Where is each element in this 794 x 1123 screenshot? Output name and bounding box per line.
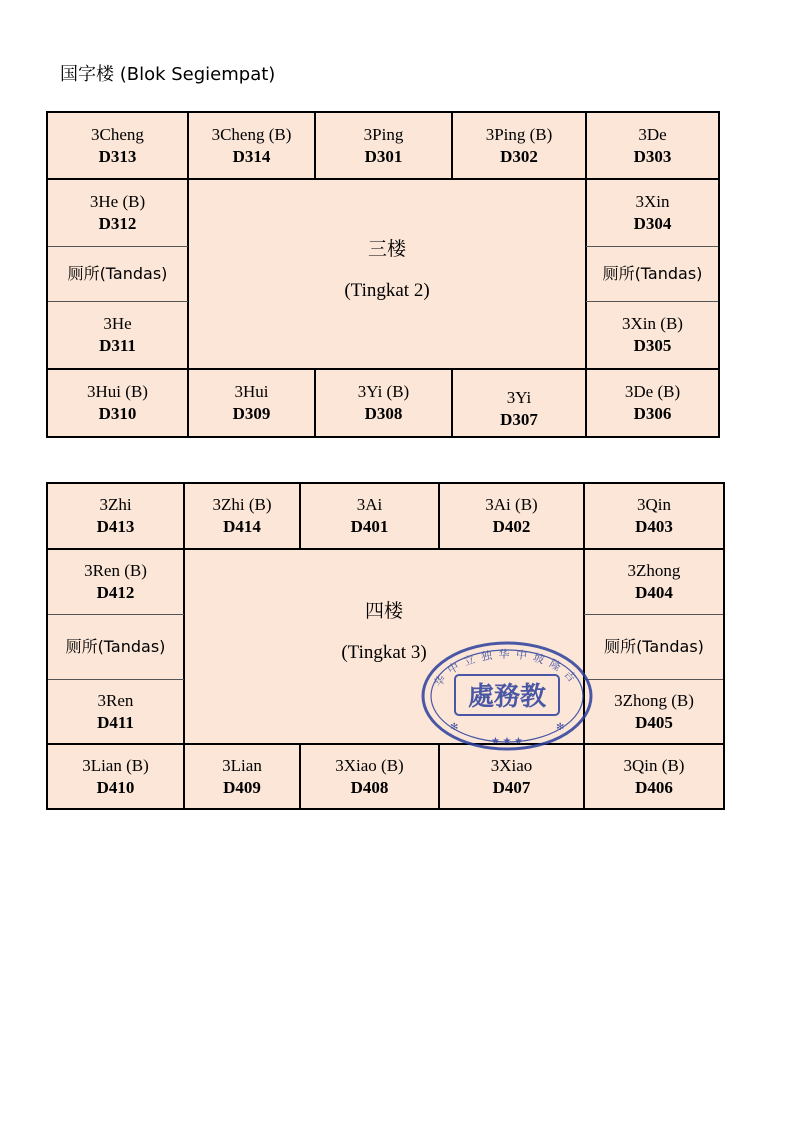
- class-name-label: 3Xin (B): [622, 314, 683, 333]
- class-name-label: 3Zhi (B): [212, 495, 272, 514]
- class-name-label: 3Qin (B): [623, 755, 685, 775]
- class-name-label: 3Hui: [234, 382, 269, 401]
- grid-line: [299, 744, 301, 809]
- class-name-label: 3He (B): [89, 191, 146, 211]
- room-number-label: D404: [635, 582, 673, 602]
- room-cell: [315, 112, 452, 179]
- class-name-label: 3De: [638, 124, 667, 144]
- room-number-label: D401: [350, 517, 389, 536]
- grid-line: [47, 548, 724, 550]
- room-cell: [452, 112, 586, 179]
- room-cell: [584, 744, 724, 809]
- room-cell: [586, 112, 719, 179]
- grid-line: [584, 679, 724, 680]
- grid-line: [183, 483, 185, 549]
- toilet-label: 厕所(Tandas): [65, 636, 166, 656]
- grid-line: [585, 112, 587, 179]
- grid-line: [451, 369, 453, 437]
- floor-name-chinese: 三楼: [367, 238, 406, 260]
- room-number-label: D308: [364, 404, 403, 423]
- toilet-cell: [47, 614, 184, 679]
- grid-line: [47, 614, 184, 615]
- room-number-label: D314: [232, 146, 271, 166]
- room-number-label: D312: [98, 213, 137, 233]
- grid-line: [583, 483, 585, 549]
- grid-line: [47, 743, 724, 745]
- room-number-label: D408: [350, 777, 389, 797]
- class-name-label: 3Cheng: [91, 124, 144, 144]
- class-name-label: 3He: [103, 314, 132, 333]
- room-number-label: D306: [633, 404, 672, 423]
- grid-line: [451, 112, 453, 179]
- room-number-label: D307: [500, 410, 538, 429]
- room-number-label: D414: [223, 517, 261, 536]
- stamp-stars-decoration: ★ ★ ★: [491, 736, 523, 747]
- class-name-label: 3Qin: [637, 495, 671, 514]
- room-number-label: D313: [98, 146, 137, 166]
- room-cell: [47, 679, 184, 744]
- room-cell: [184, 744, 300, 809]
- room-number-label: D410: [96, 777, 135, 797]
- room-number-label: D411: [97, 712, 134, 732]
- room-cell: [439, 744, 584, 809]
- grid-line: [314, 369, 316, 437]
- room-cell: [300, 744, 439, 809]
- grid-line: [583, 549, 585, 744]
- class-name-label: 3Yi (B): [357, 382, 410, 401]
- stamp-center-text: 處務教: [467, 682, 547, 711]
- floor-name-malay: (Tingkat 3): [341, 641, 427, 663]
- grid-line: [314, 112, 316, 179]
- room-cell: [188, 369, 315, 437]
- room-number-label: D305: [633, 336, 672, 355]
- grid-line: [585, 179, 587, 369]
- stamp-star-left-icon: ✻: [450, 722, 459, 733]
- grid-line: [187, 179, 189, 369]
- toilet-cell: [586, 246, 719, 301]
- toilet-label: 厕所(Tandas): [602, 263, 703, 283]
- toilet-label: 厕所(Tandas): [604, 636, 704, 656]
- room-number-label: D301: [364, 146, 403, 166]
- class-name-label: 3Zhong (B): [614, 690, 694, 710]
- room-number-label: D303: [633, 146, 672, 166]
- room-cell: [47, 483, 184, 549]
- center-area: [184, 549, 584, 744]
- class-name-label: 3Hui (B): [87, 382, 148, 401]
- grid-line: [47, 368, 719, 370]
- class-name-label: 3Ren: [97, 690, 134, 710]
- room-number-label: D403: [635, 517, 673, 536]
- room-cell: [584, 549, 724, 614]
- room-cell: [439, 483, 584, 549]
- room-cell: [586, 179, 719, 246]
- grid-line: [586, 301, 719, 302]
- class-name-label: 3Zhi: [99, 495, 132, 514]
- room-number-label: D407: [492, 777, 531, 797]
- class-name-label: 3Ping: [363, 124, 404, 144]
- grid-line: [585, 369, 587, 437]
- room-number-label: D311: [99, 336, 136, 355]
- grid-line: [47, 301, 188, 302]
- grid-line: [47, 679, 184, 680]
- class-name-label: 3Xin: [635, 191, 670, 211]
- toilet-cell: [47, 246, 188, 301]
- class-name-label: 3De (B): [624, 382, 681, 401]
- center-area: [188, 179, 586, 369]
- grid-line: [299, 483, 301, 549]
- class-name-label: 3Ai (B): [485, 495, 538, 514]
- room-cell: [47, 744, 184, 809]
- toilet-cell: [584, 614, 724, 679]
- grid-line: [183, 744, 185, 809]
- room-number-label: D405: [635, 712, 673, 732]
- class-name-label: 3Zhong: [627, 560, 681, 580]
- stamp-star-right-icon: ✻: [556, 722, 565, 733]
- grid-line: [586, 246, 719, 247]
- room-cell: [300, 483, 439, 549]
- class-name-label: 3Yi: [506, 388, 532, 407]
- toilet-label: 厕所(Tandas): [67, 263, 168, 283]
- class-name-label: 3Ai: [356, 495, 383, 514]
- class-name-label: 3Lian: [222, 755, 262, 775]
- room-cell: [188, 112, 315, 179]
- room-number-label: D304: [633, 213, 672, 233]
- room-cell: [584, 679, 724, 744]
- room-cell: [47, 179, 188, 246]
- room-cell: [184, 483, 300, 549]
- grid-line: [187, 369, 189, 437]
- grid-line: [583, 744, 585, 809]
- grid-line: [47, 178, 719, 180]
- room-number-label: D409: [223, 777, 261, 797]
- grid-line: [438, 483, 440, 549]
- room-number-label: D402: [492, 517, 531, 536]
- room-number-label: D412: [96, 582, 135, 602]
- stamp-ring-text: 华中立独华中坡隆吉: [432, 648, 582, 690]
- class-name-label: 3Ping (B): [485, 124, 553, 144]
- room-cell: [586, 369, 719, 437]
- room-cell: [47, 549, 184, 614]
- room-number-label: D413: [96, 517, 135, 536]
- floor-name-chinese: 四楼: [364, 599, 403, 622]
- room-cell: [47, 301, 188, 369]
- document-title: 国字楼 (Blok Segiempat): [60, 64, 276, 85]
- grid-line: [187, 112, 189, 179]
- class-name-label: 3Ren (B): [84, 560, 147, 580]
- room-cell: [47, 112, 188, 179]
- grid-line: [438, 744, 440, 809]
- room-number-label: D309: [232, 404, 271, 423]
- room-cell: [315, 369, 452, 437]
- room-number-label: D310: [98, 404, 137, 423]
- room-cell: [452, 369, 586, 437]
- room-number-label: D302: [500, 146, 538, 166]
- room-cell: [584, 483, 724, 549]
- room-cell: [586, 301, 719, 369]
- room-cell: [47, 369, 188, 437]
- class-name-label: 3Xiao: [490, 755, 533, 775]
- class-name-label: 3Cheng (B): [211, 124, 292, 144]
- class-name-label: 3Xiao (B): [335, 755, 404, 775]
- room-number-label: D406: [635, 777, 673, 797]
- grid-line: [47, 246, 188, 247]
- class-name-label: 3Lian (B): [82, 755, 149, 775]
- grid-line: [584, 614, 724, 615]
- grid-line: [183, 549, 185, 744]
- floor-name-malay: (Tingkat 2): [344, 280, 430, 301]
